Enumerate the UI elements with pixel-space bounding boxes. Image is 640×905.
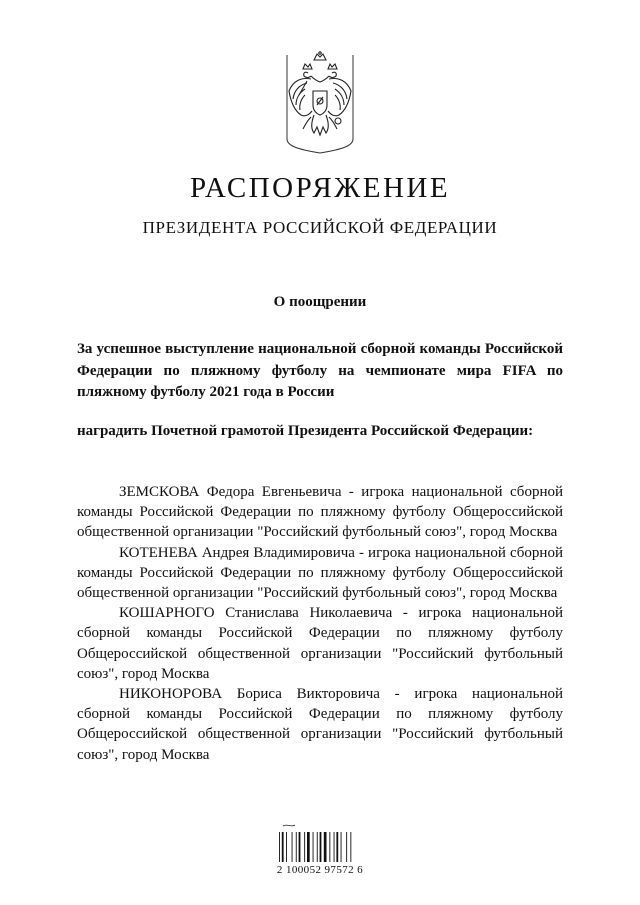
award-paragraph: наградить Почетной грамотой Президента Российской Федерации: — [77, 423, 534, 439]
document-title: РАСПОРЯЖЕНИЕ — [189, 172, 451, 204]
document-heading: О поощрении — [273, 294, 367, 310]
recipient-item: КОТЕНЕВА Андрея Владимировича - игрока национальной сборной команды Российской Федерации по пляжному футболу Общероссийской общественной организации "Российский футбольный союз", город Москва — [77, 544, 563, 602]
recipient-item: НИКОНОРОВА Бориса Викторовича - игрока национальной сборной команды Российской Федерации по пляжному футболу Общероссийской общественной организации "Российский футбольный союз", город Москва — [77, 686, 563, 763]
intro-paragraph: За успешное выступление национальной сборной команды Российской Федерации по пляжному футболу на чемпионате мира FIFA по пляжному футболу 2021 года в России — [77, 341, 563, 400]
recipient-item: КОШАРНОГО Станислава Николаевича - игрока национальной сборной команды Российской Федерации по пляжному футболу Общероссийской общественной организации "Российский футбольный союз", город Москва — [77, 605, 563, 682]
coat-of-arms-emblem — [281, 51, 359, 155]
barcode-number: 2 100052 97572 6 — [276, 864, 364, 876]
recipients-list — [77, 482, 563, 765]
recipient-item: ЗЕМСКОВА Федора Евгеньевича - игрока национальной сборной команды Российской Федерации по пляжному футболу Общероссийской общественной организации "Российский футбольный союз", город Москва — [77, 484, 563, 541]
document-subtitle: ПРЕЗИДЕНТА РОССИЙСКОЙ ФЕДЕРАЦИИ — [142, 218, 498, 237]
